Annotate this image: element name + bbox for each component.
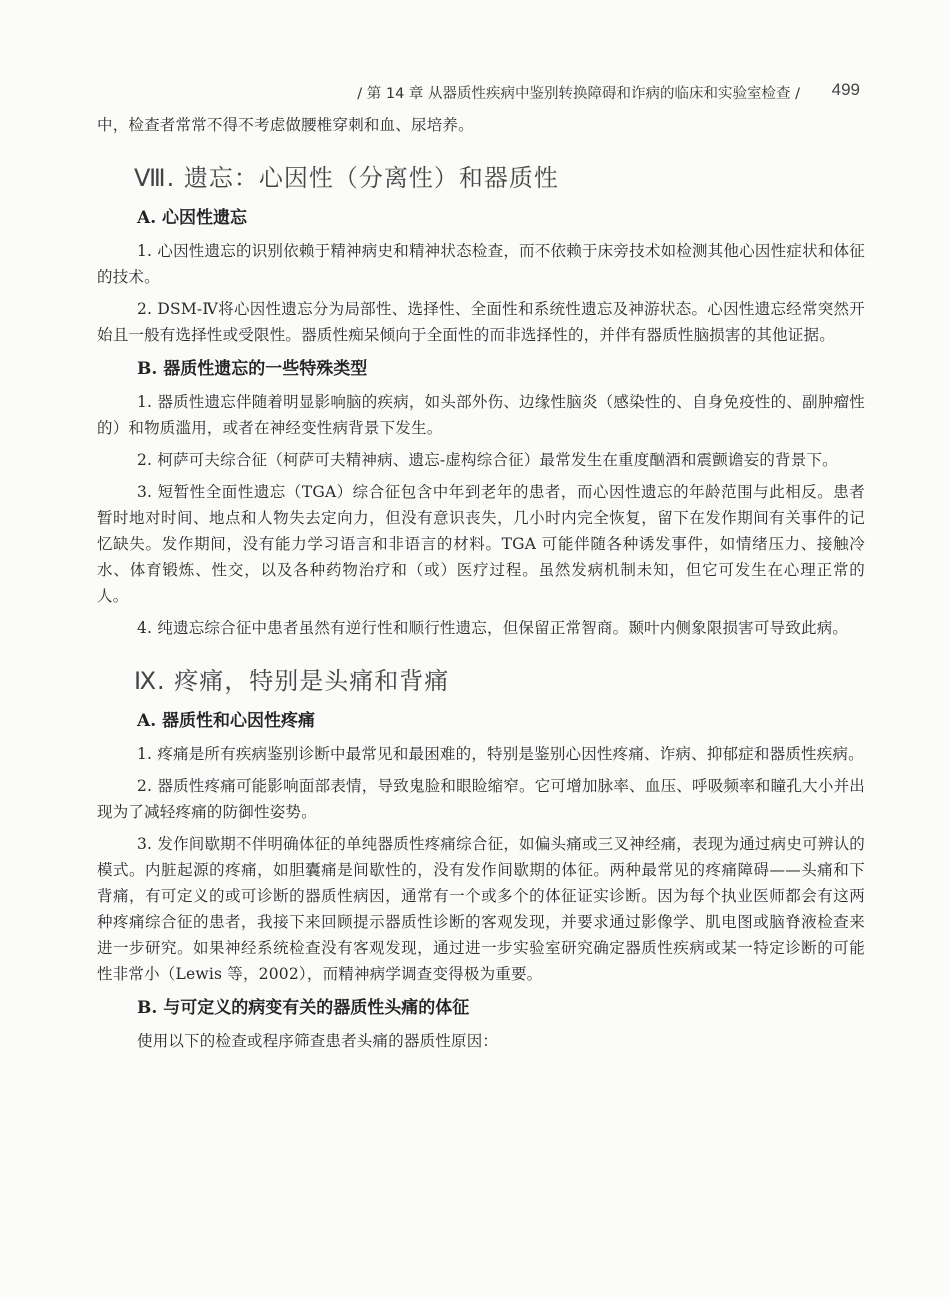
paragraph: 3. 发作间歇期不伴明确体征的单纯器质性疼痛综合征，如偏头痛或三叉神经痛，表现为通过病史可辨认的模式。内脏起源的疼痛，如胆囊痛是间歇性的，没有发作间歇期的体征。两种最常见的疼痛障碍——头痛和下背痛，有可定义的或可诊断的器质性病因，通常有一个或多个的体征证实诊断。因为每个执业医师都会有这两种疼痛综合征的患者，我接下来回顾提示器质性诊断的客观发现，并要求通过影像学、肌电图或脑脊液检查来进一步研究。如果神经系统检查没有客观发现，通过进一步实验室研究确定器质性疾病或某一特定诊断的可能性非常小（Lewis 等，2002），而精神病学调查变得极为重要。 <box>97 835 865 983</box>
subsection-heading: B. 与可定义的病变有关的器质性头痛的体征 <box>137 998 470 1018</box>
paragraph: 2. 器质性疼痛可能影响面部表情，导致鬼脸和眼睑缩窄。它可增加脉率、血压、呼吸频率和瞳孔大小并出现为了减轻疼痛的防御性姿势。 <box>97 777 865 821</box>
paragraph: 2. DSM-Ⅳ将心因性遗忘分为局部性、选择性、全面性和系统性遗忘及神游状态。心因性遗忘经常突然开始且一般有选择性或受限性。器质性痴呆倾向于全面性的而非选择性的，并伴有器质性脑损害的其他证据。 <box>97 300 865 344</box>
paragraph: 4. 纯遗忘综合征中患者虽然有逆行性和顺行性遗忘，但保留正常智商。颞叶内侧象限损害可导致此病。 <box>137 619 849 637</box>
paragraph: 1. 器质性遗忘伴随着明显影响脑的疾病，如头部外伤、边缘性脑炎（感染性的、自身免疫性的、副肿瘤性的）和物质滥用，或者在神经变性病背景下发生。 <box>97 393 865 437</box>
section-heading: Ⅸ. 疼痛，特别是头痛和背痛 <box>134 667 450 695</box>
paragraph: 1. 疼痛是所有疾病鉴别诊断中最常见和最困难的，特别是鉴别心因性疼痛、诈病、抑郁症和器质性疾病。 <box>137 745 864 763</box>
section-heading: Ⅷ. 遗忘：心因性（分离性）和器质性 <box>134 164 559 192</box>
paragraph: 3. 短暂性全面性遗忘（TGA）综合征包含中年到老年的患者，而心因性遗忘的年龄范围与此相反。患者暂时地对时间、地点和人物失去定向力，但没有意识丧失，几小时内完全恢复，留下在发作期间有关事件的记忆缺失。发作期间，没有能力学习语言和非语言的材料。TGA 可能伴随各种诱发事件，如情绪压力、接触冷水、体育锻炼、性交，以及各种药物治疗和（或）医疗过程。虽然发病机制未知，但它可发生在心理正常的人。 <box>97 483 865 605</box>
page-body <box>97 112 865 1060</box>
continuation-text: 中，检查者常常不得不考虑做腰椎穿刺和血、尿培养。 <box>97 116 474 134</box>
subsection-heading: B. 器质性遗忘的一些特殊类型 <box>137 359 368 379</box>
paragraph: 使用以下的检查或程序筛查患者头痛的器质性原因： <box>137 1032 499 1050</box>
chapter-title: / 第 14 章 从器质性疾病中鉴别转换障碍和诈病的临床和实验室检查 / <box>357 86 800 102</box>
page-number: 499 <box>831 80 860 99</box>
subsection-heading: A. 器质性和心因性疼痛 <box>137 711 316 731</box>
paragraph: 2. 柯萨可夫综合征（柯萨可夫精神病、遗忘-虚构综合征）最常发生在重度酗酒和震颤谵妄的背景下。 <box>137 451 838 469</box>
paragraph: 1. 心因性遗忘的识别依赖于精神病史和精神状态检查，而不依赖于床旁技术如检测其他心因性症状和体征的技术。 <box>97 242 865 286</box>
subsection-heading: A. 心因性遗忘 <box>137 208 248 228</box>
